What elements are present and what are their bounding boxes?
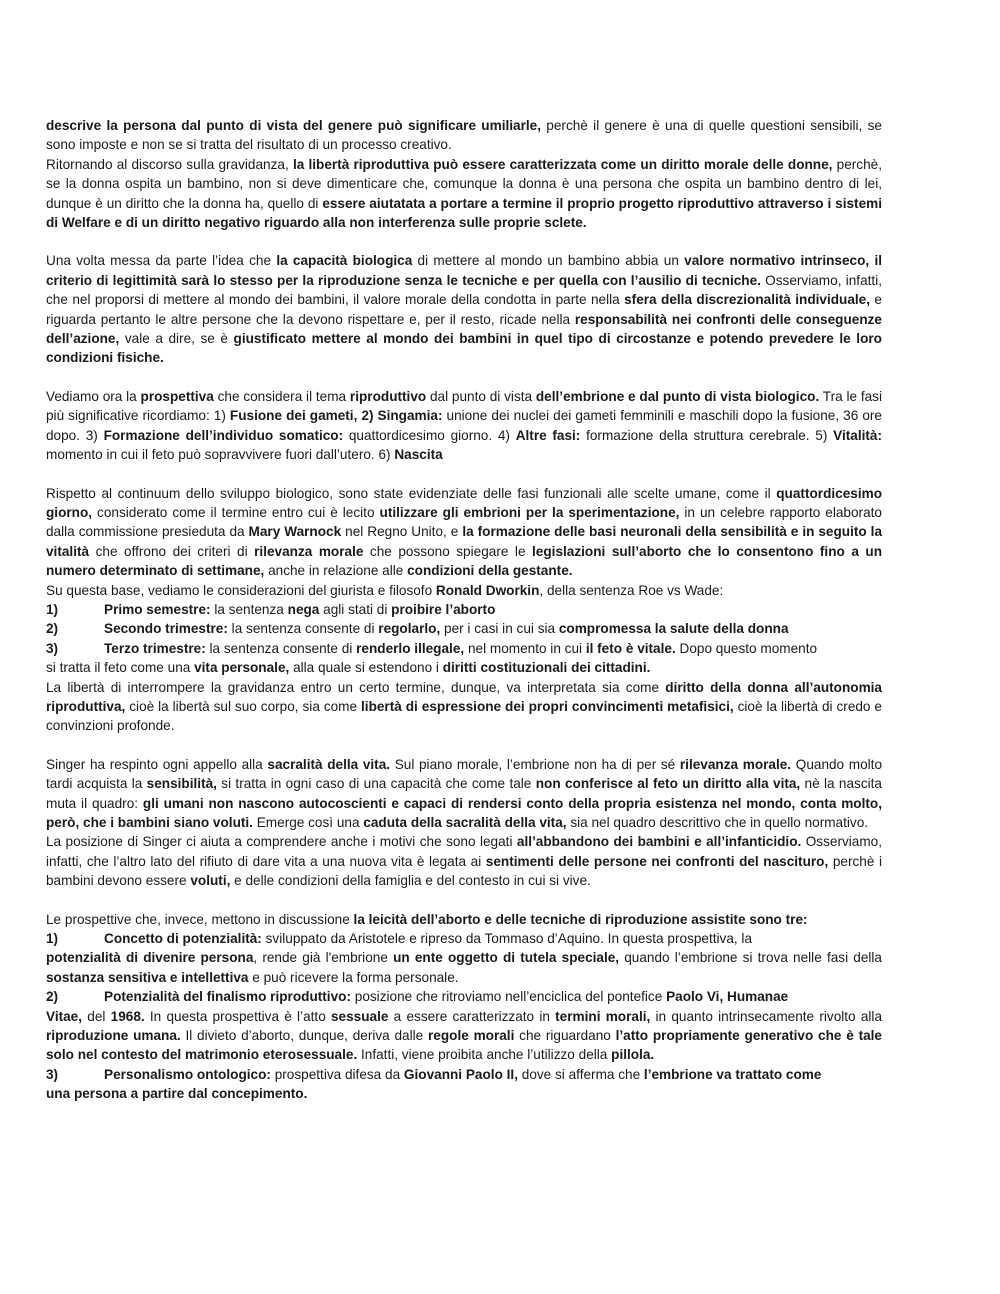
list-item-text (104, 987, 882, 1006)
bold-text-run: legislazioni sull’aborto che lo consentono fino a un numero determinato di settimane, (46, 543, 883, 579)
text-run: in quanto intrinsecamente rivolto alla (650, 1008, 882, 1024)
list-item-text (104, 619, 882, 638)
text-run: agli stati di (319, 601, 392, 617)
numbered-list-item (46, 600, 882, 619)
bold-text-run: sentimenti delle persone nei confronti del nascituro, (485, 853, 829, 869)
text-run: che riguardano (514, 1028, 616, 1044)
bold-text-run: diritti costituzionali dei cittadini. (442, 660, 651, 676)
bold-text-run: Nascita (394, 447, 443, 463)
text-run: nel Regno Unito, e (341, 524, 463, 540)
bold-text-run: utilizzare gli embrioni per la sperimentazione, (379, 504, 680, 520)
text-run: Osserviamo, infatti, che l’altro lato del rifiuto di dare vita a una nuova vita è legata ai (46, 834, 883, 869)
bold-text-run: sessuale (331, 1008, 389, 1024)
bold-text-run: riproduttivo (349, 388, 427, 404)
text-run: Emerge così una (252, 815, 364, 830)
bold-text-run: Altre fasi: (515, 427, 581, 443)
bold-text-run: pillola. (611, 1047, 655, 1063)
list-number: 2) (46, 989, 59, 1005)
numbered-list-item (46, 1065, 882, 1084)
text-run: a essere caratterizzato in (388, 1008, 556, 1024)
bold-text-run: nega (287, 601, 320, 617)
bold-text-run: voluti, (190, 873, 231, 889)
text-run: la sentenza (210, 601, 288, 617)
list-item-continuation (46, 1007, 882, 1065)
text-run: si tratta il feto come una (46, 660, 195, 676)
text-run: la sentenza consente di (227, 621, 379, 637)
list-number: 1) (46, 931, 59, 947)
bold-text-run: Vitalità: (833, 427, 882, 443)
bold-text-run: Potenzialità del finalismo riproduttivo: (104, 989, 351, 1005)
text-run: si tratta in ogni caso di una capacità che come tale (216, 776, 536, 792)
text-run: La posizione di Singer ci aiuta a comprendere anche i motivi che sono legati (46, 834, 517, 850)
text-run: Infatti, viene proibita anche l’utilizzo della (357, 1047, 612, 1063)
text-run: e riguarda pertanto le altre persone che la devono rispettare e, per il resto, ricade nella (46, 292, 882, 327)
bold-text-run: compromessa la salute della donna (558, 621, 789, 637)
paragraph (46, 251, 882, 367)
list-number: 3) (46, 640, 59, 656)
list-item-continuation (46, 1084, 882, 1103)
bold-text-run: vita personale, (194, 660, 290, 676)
bold-text-run: una persona a partire dal concepimento. (46, 1086, 308, 1102)
text-run: alla quale si estendono i (289, 660, 443, 676)
bold-text-run: riproduzione umana. (46, 1028, 181, 1044)
bold-text-run: la capacità biologica (276, 253, 413, 269)
text-run: Rispetto al continuum dello sviluppo biologico, sono state evidenziate delle fasi funzionali alle scelte umane, come il (46, 485, 777, 501)
bold-text-run: libertà di espressione dei propri convincimenti metafisici, (361, 698, 734, 714)
bold-text-run: caduta della sacralità della vita, (363, 815, 567, 830)
text-run: Quando molto tardi acquista la (46, 756, 883, 792)
text-run: momento in cui il feto può sopravvivere fuori dall’utero. 6) (46, 447, 395, 463)
text-run: per i casi in cui sia (440, 621, 559, 637)
roe-vs-wade-list (46, 600, 882, 658)
bold-text-run: diritto della donna all’autonomia riproduttiva, (46, 679, 882, 714)
bold-text-run: un ente oggetto di tutela speciale, (393, 950, 620, 966)
bold-text-run: giustificato mettere al mondo dei bambini in quel tipo di circostanze e potendo prevedere le loro condizioni fisiche. (46, 331, 882, 366)
text-run: dal punto di vista (426, 388, 536, 404)
bold-text-run: non conferisce al feto un diritto alla vita, (535, 776, 801, 792)
bold-text-run: quattordicesimo giorno, (46, 485, 882, 520)
numbered-list-item (46, 929, 882, 948)
bold-text-run: Concetto di potenzialità: (104, 931, 262, 947)
bold-text-run: gli umani non nascono autocoscienti e capaci di rendersi conto della propria esistenza nel mondo, conta molto, però, che i bambini siano voluti. (46, 795, 882, 830)
text-run: Le prospettive che, invece, mettono in discussione (46, 911, 354, 927)
text-run: perchè il genere è una di quelle questioni sensibili, se sono imposte e non se si tratta del risultato di un processo creativo. (46, 118, 882, 153)
text-run: In questa prospettiva è l’atto (144, 1008, 331, 1024)
bold-text-run: valore normativo intrinseco, il criterio di legittimità sarà lo stesso per la riproduzione senza le tecniche e per quella con l’ausilio di tecniche. (46, 253, 883, 288)
list-item-continuation (46, 948, 882, 987)
paragraphs-before-list-1 (46, 116, 882, 600)
bold-text-run: proibire l’aborto (391, 601, 496, 617)
bold-text-run: Ronald Dworkin (435, 582, 540, 598)
text-run: la sentenza consente di (205, 640, 357, 656)
text-run: , della sentenza Roe vs Wade: (539, 582, 724, 598)
bold-text-run: Vitae, (46, 1008, 83, 1024)
paragraph (46, 581, 882, 600)
bold-text-run: Formazione dell’individuo somatico: (103, 427, 344, 443)
bold-text-run: Mary Warnock (248, 524, 342, 540)
text-run: Singer ha respinto ogni appello alla (46, 756, 268, 772)
document-page (46, 116, 882, 1104)
paragraph (46, 678, 882, 736)
text-run: , rende già l'embrione (253, 950, 394, 966)
bold-text-run: all’abbandono dei bambini e all’infanticidio. (516, 834, 802, 850)
text-run: perchè, se la donna ospita un bambino, non si deve dimenticare che, comunque la donna è una persona che ospita un bambino dentro di lei, dunque è un diritto che la donna ha, quello di (46, 156, 882, 211)
text-run: Una volta messa da parte l’idea che (46, 253, 277, 269)
paragraph (46, 910, 882, 929)
bold-text-run: l’embrione va trattato come (643, 1066, 822, 1082)
paragraph (46, 155, 882, 233)
text-run: in un celebre rapporto elaborato dalla commissione presieduta da (46, 504, 882, 540)
bold-text-run: regolarlo, (378, 621, 441, 637)
text-run: perchè i bambini devono essere (46, 853, 883, 889)
bold-text-run: sacralità della vita. (267, 756, 391, 772)
bold-text-run: sensibilità, (146, 776, 217, 792)
text-run: Osserviamo, infatti, che nel proporsi di mettere al mondo dei bambini, il valore morale della condotta in parte nella (46, 272, 882, 308)
list-number: 1) (46, 601, 59, 617)
paragraph (46, 387, 882, 465)
bold-text-run: la leicità dell’aborto e delle tecniche di riproduzione assistite sono tre: (353, 911, 808, 927)
bold-text-run: la libertà riproduttiva può essere caratterizzata come un diritto morale delle donne, (292, 156, 833, 172)
text-run: prospettiva difesa da (270, 1066, 404, 1082)
bold-text-run: sfera della discrezionalità individuale, (624, 292, 871, 308)
text-run: che offrono dei criteri di (89, 543, 255, 559)
text-run: nè la nascita muta il quadro: (46, 776, 882, 811)
bold-text-run: la formazione delle basi neuronali della sensibilità e in seguito la vitalità (46, 524, 883, 559)
text-run: sviluppato da Aristotele e ripreso da Tommaso d’Aquino. In questa prospettiva, la (261, 931, 753, 947)
text-run: considerato come il termine entro cui è lecito (92, 504, 380, 520)
bold-text-run: 1968. (110, 1008, 145, 1024)
bold-text-run: regole morali (428, 1028, 515, 1044)
numbered-list-item (46, 639, 882, 658)
text-run: posizione che ritroviamo nell’enciclica del pontefice (350, 989, 667, 1005)
text-run: vale a dire, se è (119, 331, 234, 347)
text-run: La libertà di interrompere la gravidanza entro un certo termine, dunque, va interpretata sia come (46, 679, 666, 695)
text-run: formazione della struttura cerebrale. 5) (580, 427, 834, 443)
text-run: che considera il tema (213, 388, 350, 404)
numbered-list-item (46, 619, 882, 638)
bold-text-run: prospettiva (140, 388, 214, 404)
text-run: cioè la libertà sul suo corpo, sia come (125, 698, 362, 714)
text-run: anche in relazione alle (264, 563, 408, 579)
text-run: che possono spiegare le (363, 543, 533, 559)
perspectives-list (46, 929, 882, 1104)
bold-text-run: Primo semestre: (104, 601, 211, 617)
text-run: Il divieto d’aborto, dunque, deriva dalle (180, 1028, 428, 1044)
bold-text-run: potenzialità di divenire persona (46, 950, 254, 966)
text-run: cioè la libertà di credo e convinzioni profonde. (46, 698, 882, 734)
paragraph (46, 484, 882, 581)
text-run: Sul piano morale, l’embrione non ha di per sé (390, 756, 680, 772)
text-run: di mettere al mondo un bambino abbia un (412, 253, 685, 269)
list-number: 3) (46, 1066, 59, 1082)
bold-text-run: Secondo trimestre: (104, 621, 228, 637)
bold-text-run: rilevanza morale (254, 543, 364, 559)
list-number: 2) (46, 621, 59, 637)
bold-text-run: Paolo Vi, Humanae (666, 989, 789, 1005)
text-run: e delle condizioni della famiglia e del contesto in cui si vive. (230, 873, 591, 889)
paragraph (46, 832, 882, 890)
bold-text-run: Personalismo ontologico: (104, 1066, 271, 1082)
text-run: quando l’embrione si trova nelle fasi della (619, 950, 882, 966)
paragraph (46, 116, 882, 155)
list-item-text (104, 600, 882, 619)
text-run: Dopo questo momento (675, 640, 818, 656)
text-run: sia nel quadro descrittivo che in quello normativo. (566, 815, 869, 830)
text-run: Tra le fasi più significative ricordiamo: 1) (46, 388, 882, 424)
bold-text-run: Fusione dei gameti, 2) Singamia: (229, 408, 443, 424)
bold-text-run: sostanza sensitiva e intellettiva (46, 969, 249, 985)
text-run: e può ricevere la forma personale. (248, 969, 459, 985)
text-run: quattordicesimo giorno. 4) (343, 427, 516, 443)
list-item-text (104, 639, 882, 658)
list-item-text (104, 1065, 882, 1084)
numbered-list-item (46, 987, 882, 1006)
bold-text-run: termini morali, (555, 1008, 651, 1024)
text-run: unione dei nuclei dei gameti femminili e maschili dopo la fusione, 36 ore dopo. 3) (46, 408, 882, 443)
bold-text-run: descrive la persona dal punto di vista del genere può significare umiliarle, (46, 118, 541, 133)
bold-text-run: Terzo trimestre: (104, 640, 206, 656)
bold-text-run: rilevanza morale. (679, 756, 792, 772)
text-run: dove si afferma che (517, 1066, 644, 1082)
bold-text-run: l’atto propriamente generativo che è tale solo nel contesto del matrimonio eterosessuale. (46, 1028, 882, 1063)
bold-text-run: renderlo illegale, (356, 640, 465, 656)
paragraphs-after-list-1 (46, 658, 882, 929)
bold-text-run: essere aiutatata a portare a termine il proprio progetto riproduttivo attraverso i sistemi di Welfare e di un diritto negativo riguardo alla non interferenza sulle proprie sclete. (46, 195, 882, 231)
bold-text-run: condizioni della gestante. (407, 563, 573, 579)
list-item-text (104, 929, 882, 948)
text-run: Su questa base, vediamo le considerazioni del giurista e filosofo (46, 582, 436, 598)
text-run: Vediamo ora la (46, 388, 141, 404)
text-run: del (82, 1008, 111, 1024)
bold-text-run: responsabilità nei confronti delle conseguenze dell’azione, (46, 311, 882, 347)
paragraph (46, 658, 882, 677)
bold-text-run: dell’embrione e dal punto di vista biologico. (535, 388, 820, 404)
paragraph (46, 755, 882, 833)
bold-text-run: Giovanni Paolo II, (403, 1066, 518, 1082)
bold-text-run: il feto è vitale. (585, 640, 676, 656)
text-run: nel momento in cui (464, 640, 586, 656)
text-run: Ritornando al discorso sulla gravidanza, (46, 156, 293, 172)
